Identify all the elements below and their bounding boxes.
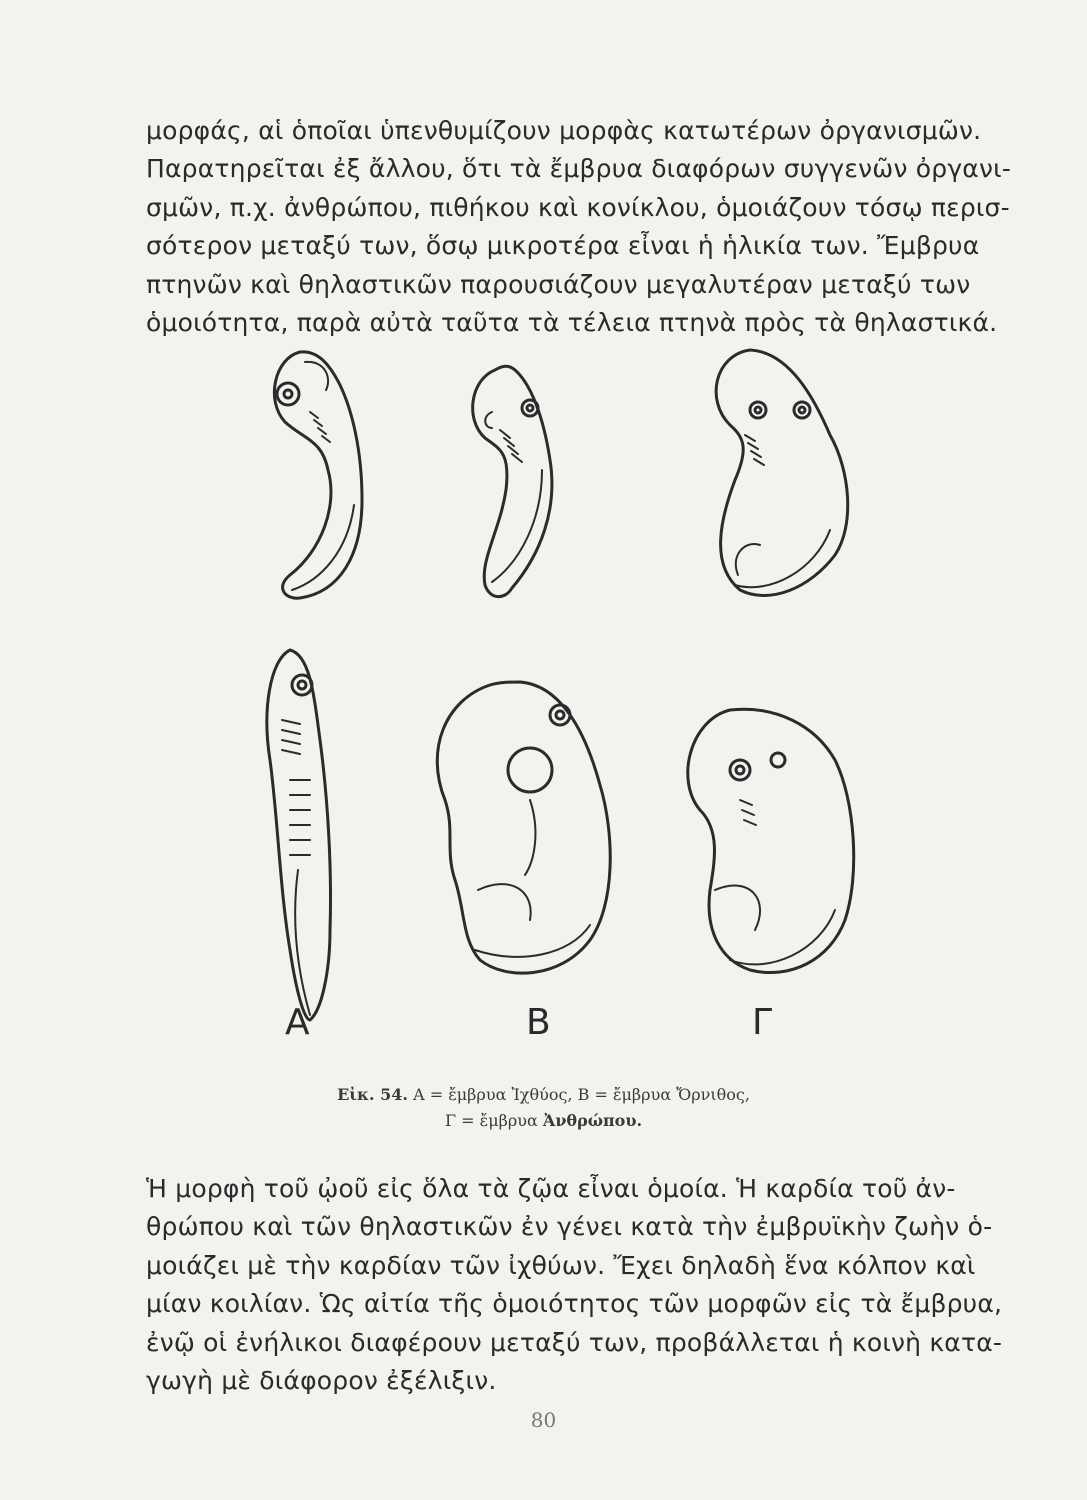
text-line: μίαν κοιλίαν. Ὡς αἰτία τῆς ὁμοιότητος τῶν μορφῶν εἰς τὰ ἔμβρυα,	[146, 1289, 1003, 1319]
text-line: ἐνῷ οἱ ἐνήλικοι διαφέρουν μεταξύ των, προβάλλεται ἡ κοινὴ κατα-	[146, 1327, 1003, 1357]
figure-caption-line-2	[0, 1111, 1087, 1130]
bottom-paragraph	[146, 1170, 1003, 1400]
caption-text-2-bold: Ἀνθρώπου.	[542, 1111, 643, 1130]
human-embryo-late	[688, 709, 854, 972]
fish-embryo-late	[267, 650, 331, 1020]
embryo-drawings	[230, 330, 870, 1050]
text-line: γωγὴ μὲ διάφορον ἐξέλιξιν.	[146, 1366, 497, 1396]
text-line: μοιάζει μὲ τὴν καρδίαν τῶν ἰχθύων. Ἔχει δηλαδὴ ἕνα κόλπον καὶ	[146, 1250, 976, 1280]
figure-number: Εἰκ. 54.	[337, 1085, 408, 1104]
top-paragraph	[146, 112, 1012, 342]
caption-text-2: Γ = ἔμβρυα	[444, 1111, 543, 1130]
text-line: θρώπου καὶ τῶν θηλαστικῶν ἐν γένει κατὰ τὴν ἐμβρυϊκὴν ζωὴν ὁ-	[146, 1212, 993, 1242]
embryo-illustration	[230, 330, 870, 1050]
text-line: σότερον μεταξύ των, ὅσῳ μικροτέρα εἶναι ἡ ἡλικία των. Ἔμβρυα	[146, 231, 980, 261]
text-line: μορφάς, αἱ ὁποῖαι ὑπενθυμίζουν μορφὰς κατωτέρων ὀργανισμῶν.	[146, 116, 982, 145]
figure-label-b: B	[526, 1002, 551, 1043]
figure-label-a: A	[285, 1002, 310, 1043]
bird-embryo-early	[473, 366, 552, 596]
human-embryo-early	[716, 350, 848, 596]
fish-embryo-early	[274, 352, 362, 598]
figure-caption-line-1	[0, 1085, 1087, 1104]
figure-label-gamma: Γ	[752, 1002, 773, 1043]
text-line: πτηνῶν καὶ θηλαστικῶν παρουσιάζουν μεγαλυτέραν μεταξύ των	[146, 269, 971, 299]
caption-text-1: Α = ἔμβρυα Ἰχθύος, Β = ἔμβρυα Ὄρνιθος,	[413, 1085, 750, 1104]
text-line: Ἡ μορφὴ τοῦ ᾠοῦ εἰς ὅλα τὰ ζῷα εἶναι ὁμοία. Ἡ καρδία τοῦ ἀν-	[146, 1174, 956, 1203]
text-line: Παρατηρεῖται ἐξ ἄλλου, ὅτι τὰ ἔμβρυα διαφόρων συγγενῶν ὀργανι-	[146, 154, 1012, 184]
text-line: σμῶν, π.χ. ἀνθρώπου, πιθήκου καὶ κονίκλου, ὁμοιάζουν τόσῳ περισ-	[146, 192, 1010, 222]
text-line: ὁμοιότητα, παρὰ αὐτὰ ταῦτα τὰ τέλεια πτηνὰ πρὸς τὰ θηλαστικά.	[146, 308, 998, 338]
bird-embryo-late	[437, 682, 610, 973]
page-number: 80	[530, 1408, 557, 1432]
